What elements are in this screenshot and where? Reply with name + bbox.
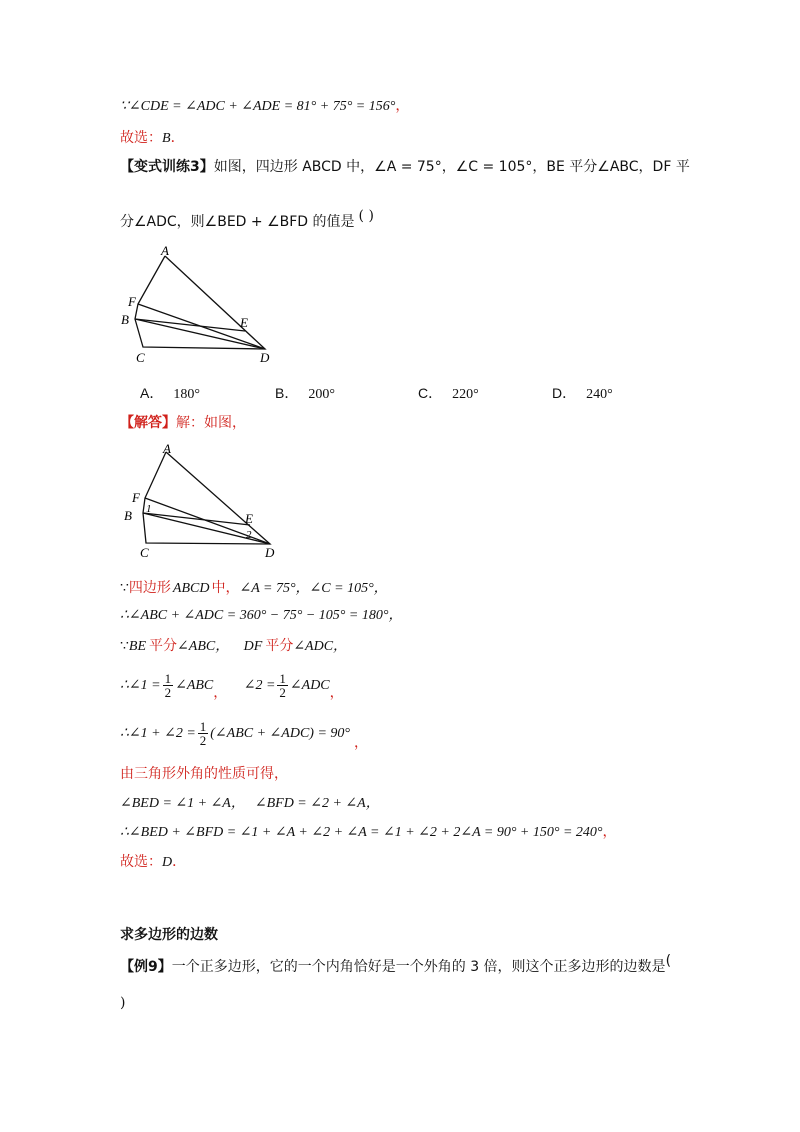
label-f: F bbox=[128, 294, 136, 309]
question-paren: ( ) bbox=[358, 208, 374, 224]
question-line-1 bbox=[120, 157, 690, 177]
example-tag: 【例9】 bbox=[120, 959, 172, 975]
label-b: B bbox=[121, 312, 129, 327]
label-a: A bbox=[163, 441, 171, 456]
step-given: ∵四边形 ABCD 中，∠A = 75°，∠C = 105°， bbox=[120, 580, 388, 596]
quadrilateral-figure-2 bbox=[118, 440, 288, 565]
question-text-1: 如图，四边形 ABCD 中，∠A = 75°，∠C = 105°，BE 平分∠ABC，DF 平 bbox=[213, 159, 690, 175]
answer-label: 故选： bbox=[120, 130, 162, 146]
label-d: D bbox=[265, 545, 275, 560]
comma: ， bbox=[395, 98, 410, 114]
answer-choice-line bbox=[120, 128, 185, 149]
label-e: E bbox=[245, 511, 253, 526]
question-tag: 【变式训练3】 bbox=[120, 159, 214, 175]
step-final-sum: ∴∠BED + ∠BFD = ∠1 + ∠A + ∠2 + ∠A = ∠1 + ∠2 + 2∠A = 90° + 150° = 240°， bbox=[120, 824, 617, 840]
step-exterior-angle: 由三角形外角的性质可得， bbox=[120, 766, 288, 782]
option-c[interactable]: C． 220° bbox=[418, 385, 479, 402]
label-e: E bbox=[240, 315, 248, 330]
solution-line-cde bbox=[120, 96, 409, 117]
fraction-half: $\frac{1}{2}$ bbox=[279, 670, 286, 700]
equation-cde: ∵∠CDE = ∠ADC + ∠ADE = 81° + 75° = 156° bbox=[120, 99, 396, 114]
fraction-half: $\frac{1}{2}$ bbox=[164, 670, 172, 700]
step-angle-sum: ∴∠ABC + ∠ADC = 360° − 75° − 105° = 180°， bbox=[120, 608, 403, 623]
solution-tag: 【解答】 bbox=[120, 415, 176, 431]
step-half-angles: ∴∠1 = $\frac{1}{2}$ ∠ABC， ∠2 = $\frac{1}{2}$ ∠ADC， bbox=[120, 670, 344, 701]
quadrilateral-figure-1 bbox=[115, 244, 285, 369]
option-b[interactable]: B． 200° bbox=[275, 385, 335, 402]
section-title: 求多边形的边数 bbox=[120, 927, 218, 943]
solution-intro: 解：如图， bbox=[176, 415, 246, 431]
label-b: B bbox=[124, 508, 132, 523]
example-9-line: 【例9】一个正多边形，它的一个内角恰好是一个外角的 3 倍，则这个正多边形的边数是( bbox=[120, 953, 672, 975]
step-exterior-equations: ∠BED = ∠1 + ∠A， ∠BFD = ∠2 + ∠A， bbox=[120, 796, 380, 811]
angle-1-label: 1 bbox=[146, 503, 152, 515]
step-bisectors: ∵BE 平分∠ABC， DF 平分∠ADC， bbox=[120, 638, 348, 654]
option-d[interactable]: D． 240° bbox=[552, 385, 613, 402]
angle-2-label: 2 bbox=[246, 529, 252, 541]
label-d: D bbox=[260, 350, 270, 365]
step-sum-half: ∴∠1 + ∠2 = $\frac{1}{2}$ (∠ABC + ∠ADC) = 90°， bbox=[120, 718, 368, 751]
answer-value: B bbox=[162, 131, 171, 146]
label-c: C bbox=[140, 545, 149, 560]
example-9-paren-close: ) bbox=[120, 995, 126, 1011]
question-text-2: 分∠ADC，则∠BED + ∠BFD 的值是 bbox=[120, 214, 355, 230]
fraction-half: $\frac{1}{2}$ bbox=[199, 718, 207, 748]
example-text: 一个正多边形，它的一个内角恰好是一个外角的 3 倍，则这个正多边形的边数是 bbox=[171, 959, 666, 975]
answer-choice-line-2: 故选：D． bbox=[120, 854, 187, 870]
label-f: F bbox=[132, 490, 140, 505]
label-c: C bbox=[136, 350, 145, 365]
question-line-2 bbox=[120, 208, 374, 232]
answer-period: ． bbox=[170, 130, 185, 146]
solution-header bbox=[120, 413, 246, 433]
option-a[interactable]: A． 180° bbox=[140, 385, 200, 402]
label-a: A bbox=[161, 244, 169, 258]
